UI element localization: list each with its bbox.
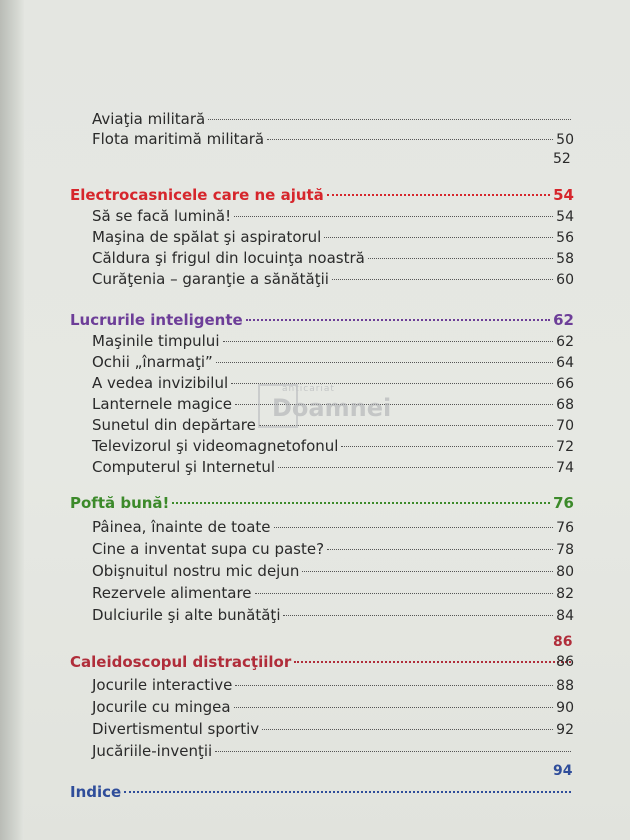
section-header-electrocasnice [70,184,574,206]
toc-item-page: 68 [556,397,574,413]
toc-item-label: Dulciurile şi alte bunătăţi [92,606,281,624]
toc-item-label: Căldura şi frigul din locuinţa noastră [92,249,365,267]
toc-item-label: Curăţenia – garanţie a sănătăţii [92,270,329,288]
toc-item [92,604,574,626]
dot-leader [234,216,553,217]
section-page-top: 94 [553,763,573,779]
toc-item [92,226,574,248]
toc-item-label: Obişnuitul nostru mic dejun [92,562,300,580]
toc-item [92,740,574,762]
dot-leader [216,362,553,363]
toc-item-label: Flota maritimă militară [92,130,265,148]
dot-leader [274,527,554,528]
watermark-title: Doamnei [272,394,392,422]
toc-item-label: Aviaţia militară [92,110,206,128]
dot-leader [327,194,550,196]
watermark-logo [258,384,398,428]
toc-item [92,516,574,538]
dot-leader [246,319,550,321]
toc-item-page: 90 [556,700,574,716]
toc-item-label: Divertismentul sportiv [92,720,260,738]
dot-leader [124,791,571,793]
toc-item [92,560,574,582]
dot-leader [368,258,553,259]
toc-item-page: 84 [556,608,574,624]
toc-item-page: 62 [556,334,574,350]
toc-item-label: Lanternele magice [92,395,232,413]
toc-item-label: A vedea invizibilul [92,374,229,392]
toc-item-label: Sunetul din depărtare [92,416,256,434]
toc-item [92,456,574,478]
toc-item-label: Maşina de spălat şi aspiratorul [92,228,322,246]
toc-trailing-page: 52 [553,151,571,167]
dot-leader [255,593,554,594]
section-page: 54 [553,186,574,204]
toc-item-page: 74 [556,460,574,476]
dot-leader [215,751,571,752]
toc-item-page: 88 [556,678,574,694]
dot-leader [278,467,553,468]
toc-item-page: 76 [556,520,574,536]
dot-leader [267,139,553,140]
toc-item [92,696,574,718]
dot-leader [283,615,553,616]
section-page-top: 86 [553,634,573,650]
section-page: 76 [553,494,574,512]
toc-item [92,582,574,604]
toc-item [92,205,574,227]
toc-item-page: 70 [556,418,574,434]
section-header-indice [70,781,574,803]
toc-item-label: Computerul şi Internetul [92,458,275,476]
dot-leader [302,571,553,572]
toc-item-page: 78 [556,542,574,558]
dot-leader [341,446,553,447]
toc-item-page: 92 [556,722,574,738]
toc-item-page: 50 [556,132,574,148]
toc-item-label: Jocurile cu mingea [92,698,231,716]
toc-item-label: Jocurile interactive [92,676,233,694]
toc-item [92,268,574,290]
dot-leader [208,119,571,120]
section-title: Caleidoscopul distracţiilor [70,653,292,671]
section-page: 62 [553,311,574,329]
toc-item-page: 60 [556,272,574,288]
dot-leader [172,502,550,504]
toc-item-label: Maşinile timpului [92,332,220,350]
toc-item [92,247,574,269]
watermark-subtitle: anticariat [282,384,335,394]
toc-item-label: Televizorul şi videomagnetofonul [92,437,339,455]
section-title: Poftă bună! [70,494,170,512]
toc-item [92,538,574,560]
toc-item [92,330,574,352]
toc-item-label: Pâinea, înainte de toate [92,518,271,536]
dot-leader [332,279,553,280]
section-title: Lucrurile inteligente [70,311,243,329]
dot-leader [262,729,553,730]
section-title: Electrocasnicele care ne ajută [70,186,324,204]
dot-leader [223,341,554,342]
toc-item-label: Ochii „înarmaţi” [92,353,213,371]
toc-item-page: 54 [556,209,574,225]
section-header-lucrurile [70,309,574,331]
toc-item [92,128,574,150]
toc-item-page: 64 [556,355,574,371]
section-title: Indice [70,783,122,801]
section-header-pofta-buna [70,492,574,514]
dot-leader [235,685,553,686]
toc-item-page: 66 [556,376,574,392]
toc-item-page: 72 [556,439,574,455]
dot-leader [324,237,553,238]
toc-item-page-row [92,651,574,673]
toc-item [92,718,574,740]
toc-item-label: Jucăriile-invenţii [92,742,213,760]
toc-item-label: Cine a inventat supa cu paste? [92,540,325,558]
dot-leader [327,549,553,550]
toc-item-label: Să se facă lumină! [92,207,232,225]
toc-item-page: 58 [556,251,574,267]
page-spine-shadow [0,0,24,840]
toc-item-page: 82 [556,586,574,602]
toc-item [92,351,574,373]
toc-item-page: 86 [556,654,574,670]
toc-item-page: 56 [556,230,574,246]
toc-item [92,435,574,457]
toc-item-label: Rezervele alimentare [92,584,252,602]
toc-item [92,674,574,696]
toc-item [92,108,574,130]
toc-item-page: 80 [556,564,574,580]
dot-leader [234,707,554,708]
